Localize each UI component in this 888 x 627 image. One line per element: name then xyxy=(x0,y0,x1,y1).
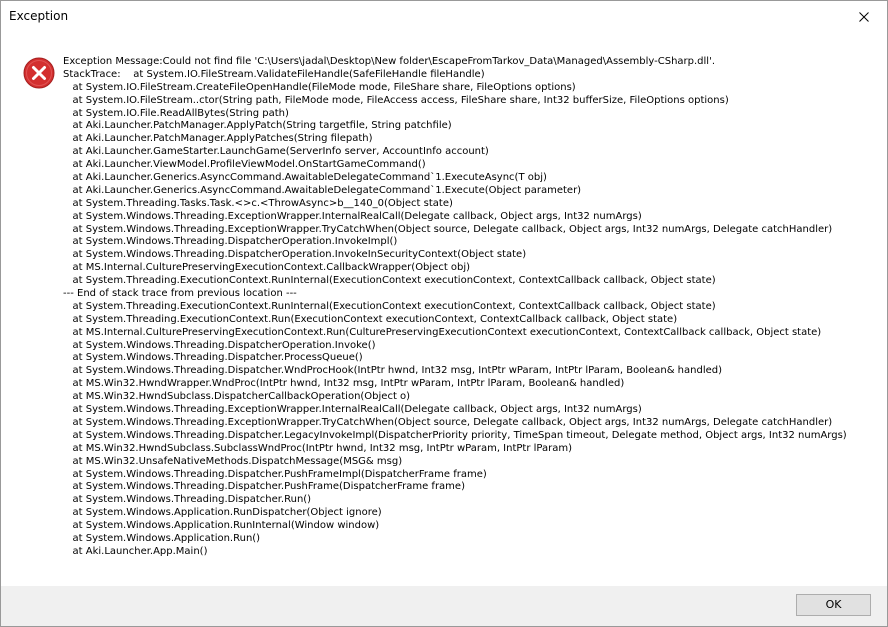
stack-trace-line: at Aki.Launcher.ViewModel.ProfileViewModel.OnStartGameCommand() xyxy=(63,159,426,171)
stack-trace-line: at System.Windows.Threading.ExceptionWrapper.InternalRealCall(Delegate callback, Object args, Int32 numArgs) xyxy=(63,210,642,222)
stack-trace-line: at System.Windows.Application.RunDispatcher(Object ignore) xyxy=(63,507,382,519)
stack-trace-line: at System.Windows.Threading.ExceptionWrapper.TryCatchWhen(Object source, Delegate callback, Object args, Int32 numArgs, Delegate catchHandler) xyxy=(63,223,833,235)
stack-trace-line: at MS.Win32.HwndSubclass.DispatcherCallbackOperation(Object o) xyxy=(63,391,411,403)
stack-trace-line: at System.Windows.Threading.DispatcherOperation.InvokeInSecurityContext(Object state) xyxy=(63,249,527,261)
stack-trace-line: at MS.Win32.HwndWrapper.WndProc(IntPtr hwnd, Int32 msg, IntPtr wParam, IntPtr lParam, Boolean& handled) xyxy=(63,378,625,390)
stack-trace-line: at System.Threading.ExecutionContext.RunInternal(ExecutionContext executionContext, ContextCallback callback, Object state) xyxy=(63,275,716,287)
stack-trace-line: at System.Windows.Application.RunInternal(Window window) xyxy=(63,520,380,532)
window-title: Exception xyxy=(9,9,69,23)
stack-trace-line: at Aki.Launcher.PatchManager.ApplyPatches(String filepath) xyxy=(63,133,373,145)
stack-trace-line: at MS.Internal.CulturePreservingExecutionContext.Run(CulturePreservingExecutionContext executionContext, ContextCallback callback, Object state) xyxy=(63,326,822,338)
stack-trace-line: at System.Windows.Threading.Dispatcher.PushFrame(DispatcherFrame frame) xyxy=(63,481,465,493)
stack-trace-line: at Aki.Launcher.PatchManager.ApplyPatch(String targetfile, String patchfile) xyxy=(63,120,452,132)
stack-trace-line: at System.Windows.Threading.Dispatcher.WndProcHook(IntPtr hwnd, Int32 msg, IntPtr wParam, IntPtr lParam, Boolean& handled) xyxy=(63,365,723,377)
stack-trace-line: at System.Windows.Threading.Dispatcher.Run() xyxy=(63,494,312,506)
stack-trace-line: at System.Threading.ExecutionContext.RunInternal(ExecutionContext executionContext, ContextCallback callback, Object state) xyxy=(63,300,716,312)
stack-trace-line: at System.IO.FileStream.CreateFileOpenHandle(FileMode mode, FileShare share, FileOptions options) xyxy=(63,81,576,93)
stack-trace-line: at System.Windows.Application.Run() xyxy=(63,532,261,544)
stack-trace-line: at System.Windows.Threading.Dispatcher.ProcessQueue() xyxy=(63,352,363,364)
close-icon xyxy=(859,12,869,22)
stack-trace-line: at System.IO.File.ReadAllBytes(String path) xyxy=(63,107,289,119)
stack-trace-line: at MS.Win32.HwndSubclass.SubclassWndProc(IntPtr hwnd, Int32 msg, IntPtr wParam, IntPtr lParam) xyxy=(63,442,572,454)
error-icon xyxy=(23,57,55,89)
stack-trace-line: at System.IO.FileStream..ctor(String path, FileMode mode, FileAccess access, FileShare share, Int32 bufferSize, FileOptions options) xyxy=(63,94,729,106)
stack-trace-line: at MS.Win32.UnsafeNativeMethods.DispatchMessage(MSG& msg) xyxy=(63,455,403,467)
stack-trace-line: --- End of stack trace from previous location --- xyxy=(63,288,297,300)
dialog-content xyxy=(1,32,887,585)
stack-trace-line: at System.Windows.Threading.Dispatcher.PushFrameImpl(DispatcherFrame frame) xyxy=(63,468,487,480)
title-bar xyxy=(1,1,887,32)
stack-trace-line: StackTrace: at System.IO.FileStream.ValidateFileHandle(SafeFileHandle fileHandle) xyxy=(63,68,485,80)
stack-trace-line: at Aki.Launcher.Generics.AsyncCommand.AwaitableDelegateCommand`1.Execute(Object parameter) xyxy=(63,184,582,196)
stack-trace-line: at System.Threading.Tasks.Task.<>c.<ThrowAsync>b__140_0(Object state) xyxy=(63,197,453,209)
ok-button[interactable]: OK xyxy=(796,594,871,616)
stack-trace-line: at Aki.Launcher.Generics.AsyncCommand.AwaitableDelegateCommand`1.ExecuteAsync(T obj) xyxy=(63,172,547,184)
stack-trace-line: at System.Windows.Threading.ExceptionWrapper.TryCatchWhen(Object source, Delegate callback, Object args, Int32 numArgs, Delegate catchHandler) xyxy=(63,416,833,428)
stack-trace-line: Exception Message:Could not find file 'C:\Users\jadal\Desktop\New folder\EscapeFromTarkov_Data\Managed\Assembly-CSharp.dll'. xyxy=(63,56,716,67)
stack-trace-line: at System.Windows.Threading.Dispatcher.LegacyInvokeImpl(DispatcherPriority priority, TimeSpan timeout, Delegate method, Object args, Int32 numArgs) xyxy=(63,429,847,441)
exception-message xyxy=(63,56,878,559)
close-button[interactable] xyxy=(841,1,887,32)
stack-trace-line: at MS.Internal.CulturePreservingExecutionContext.CallbackWrapper(Object obj) xyxy=(63,262,471,274)
stack-trace-line: at Aki.Launcher.App.Main() xyxy=(63,545,208,557)
stack-trace-line: at Aki.Launcher.GameStarter.LaunchGame(ServerInfo server, AccountInfo account) xyxy=(63,146,489,158)
dialog-footer xyxy=(1,586,887,626)
stack-trace-line: at System.Threading.ExecutionContext.Run(ExecutionContext executionContext, ContextCallback callback, Object state) xyxy=(63,313,678,325)
stack-trace-line: at System.Windows.Threading.ExceptionWrapper.InternalRealCall(Delegate callback, Object args, Int32 numArgs) xyxy=(63,404,642,416)
stack-trace-line: at System.Windows.Threading.DispatcherOperation.Invoke() xyxy=(63,339,376,351)
stack-trace-line: at System.Windows.Threading.DispatcherOperation.InvokeImpl() xyxy=(63,236,398,248)
